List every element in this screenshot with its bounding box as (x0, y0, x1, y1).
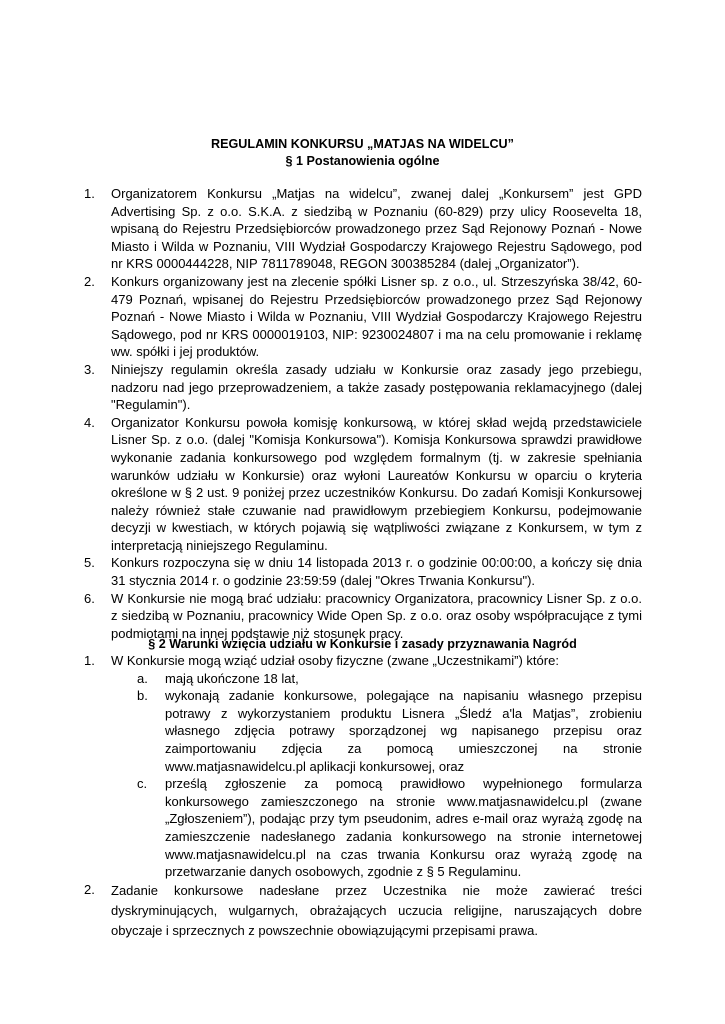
list-item (84, 590, 642, 643)
item-text: Konkurs organizowany jest na zlecenie spółki Lisner sp. z o.o., ul. Strzeszyńska 38/42, 60-479 Poznań, wpisanej do Rejestru Przedsiębiorców prowadzonego przez Sąd Rejonowy Poznań - Nowe Miasto i Wilda w Poznaniu, VIII Wydział Gospodarczy Krajowego Rejestru Sądowego, pod nr KRS 0000019103, NIP: 9230024807 i ma na celu promowanie i reklamę ww. spółki i jej produktów. (111, 273, 642, 360)
item-text: Organizator Konkursu powoła komisję konkursową, w której skład wejdą przedstawiciele Lisner Sp. z o.o. (dalej "Komisja Konkursowa"). Komisja Konkursowa sprawdzi prawidłowe wykonanie zadania konkursowego pod względem formalnym (tj. w zakresie spełniania warunków udziału w Konkursie) oraz wyłoni Laureatów Konkursu w oparciu o kryteria określone w § 2 ust. 9 poniżej przez uczestników Konkursu. Do zadań Komisji Konkursowej należy również stałe czuwanie nad prawidłowym przebiegiem Konkursu, podejmowanie decyzji w kwestiach, w których pojawią się wątpliwości związane z Konkursem, w tym z interpretacją niniejszego Regulaminu. (111, 414, 642, 553)
list-item (84, 554, 642, 589)
item-number: 1. (84, 186, 95, 201)
item-number: 3. (84, 361, 95, 377)
item-number: 6. (84, 590, 95, 606)
item-text: Organizatorem Konkursu „Matjas na widelcu”, zwanej dalej „Konkursem” jest GPD Advertising Sp. z o.o. S.K.A. z siedzibą w Poznaniu (60-829) przy ulicy Roosevelta 18, wpisaną do Rejestru Przedsiębiorców prowadzonego przez Sąd Rejonowy Poznań - Nowe Miasto i Wilda w Poznaniu, VIII Wydział Gospodarczy Krajowego Rejestru Sądowego, pod nr KRS 0000444228, NIP 7811789048, REGON 300385284 (dalej „Organizator”). (111, 186, 642, 272)
item-text: Konkurs rozpoczyna się w dniu 14 listopada 2013 r. o godzinie 00:00:00, a kończy się dnia 31 stycznia 2014 r. o godzinie 23:59:59 (dalej "Okres Trwania Konkursu"). (111, 555, 642, 589)
sub-item-letter: a. (137, 670, 148, 686)
sub-list (111, 670, 642, 881)
sub-list-item (137, 687, 642, 775)
list-item (84, 652, 642, 881)
list-item (84, 414, 642, 555)
section-1-heading: § 1 Postanowienia ogólne (285, 154, 440, 168)
list-item (84, 273, 642, 361)
list-item (84, 185, 642, 273)
section-1-list (84, 185, 642, 642)
sub-item-text: wykonają zadanie konkursowe, polegające na napisaniu własnego przepisu potrawy z wykorzystaniem produktu Lisnera „Śledź a'la Matjas”, zrobieniu własnego zdjęcia potrawy sporządzonej wg napisanego przepisu oraz zaimportowaniu zdjęcia za pomocą umieszczonej na stronie www.matjasnawidelcu.pl aplikacji konkursowej, oraz (165, 688, 642, 774)
item-number: 1. (84, 653, 95, 668)
list-item (84, 361, 642, 414)
list-item (84, 881, 642, 941)
sub-item-text: prześlą zgłoszenie za pomocą prawidłowo wypełnionego formularza konkursowego zamieszczonego na stronie www.matjasnawidelcu.pl (zwane „Zgłoszeniem”), podając przy tym pseudonim, adres e-mail oraz wyrażą zgodę na zamieszczenie nadesłanego zadania konkursowego na stronie internetowej www.matjasnawidelcu.pl na czas trwania Konkursu oraz wyrażą zgodę na przetwarzanie danych osobowych, zgodnie z § 5 Regulaminu. (165, 776, 642, 880)
item-text: W Konkursie nie mogą brać udziału: pracownicy Organizatora, pracownicy Lisner Sp. z o.o. z siedzibą w Poznaniu, pracownicy Wide Open Sp. z o.o. oraz osoby współpracujące z tymi podmiotami na innej podstawie niż stosunek pracy. (111, 590, 642, 641)
section-2-list (84, 652, 642, 941)
item-number: 2. (84, 273, 95, 289)
sub-list-item (137, 775, 642, 881)
item-number: 4. (84, 414, 95, 430)
item-text: Zadanie konkursowe nadesłane przez Uczestnika nie może zawierać treści dyskryminujących, wulgarnych, obrażających uczucia religijne, naruszających dobre obyczaje i sprzecznych z powszechnie obowiązującymi przepisami prawa. (111, 882, 642, 938)
sub-item-letter: b. (137, 688, 148, 704)
document-title: REGULAMIN KONKURSU „MATJAS NA WIDELCU” (211, 137, 514, 151)
item-number: 2. (84, 881, 95, 897)
item-text: Niniejszy regulamin określa zasady udziału w Konkursie oraz zasady jego przebiegu, nadzoru nad jego przeprowadzeniem, a także zasady postępowania reklamacyjnego (dalej "Regulamin"). (111, 361, 642, 413)
sub-item-letter: c. (137, 776, 148, 792)
section-2-heading: § 2 Warunki wzięcia udziału w Konkursie i zasady przyznawania Nagród (148, 637, 577, 651)
item-text: W Konkursie mogą wziąć udział osoby fizyczne (zwane „Uczestnikami”) które: (111, 653, 559, 668)
sub-list-item (137, 670, 642, 688)
item-number: 5. (84, 555, 95, 571)
sub-item-text: mają ukończone 18 lat, (165, 670, 299, 686)
